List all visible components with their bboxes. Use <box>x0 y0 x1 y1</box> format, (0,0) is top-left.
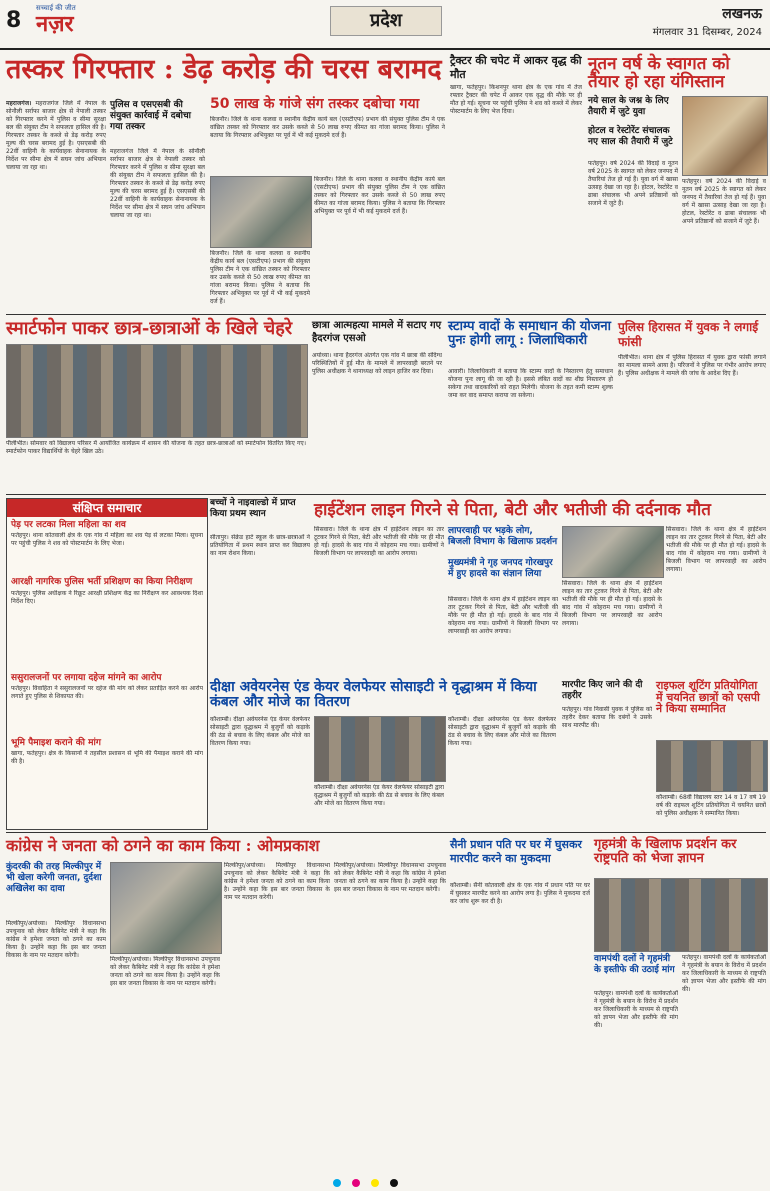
blanket-headline: दीक्षा अवेयरनेस एंड केयर वेलफेयर सोसाइटी ने वृद्धाश्रम में किया कंबल और मोजे का वितरण <box>210 679 537 710</box>
issue-date: मंगलवार 31 दिसम्बर, 2024 <box>652 27 762 38</box>
hightension-side-1: लापरवाही पर भड़के लोग, बिजली विभाग के खिलाफ प्रदर्शन <box>448 526 558 547</box>
sp-office-headline: छात्रा आत्महत्या मामले में सटाए गए हैदरगंज एसओ <box>312 320 442 344</box>
congress-body-cont2: मिल्कीपुर/अयोध्या। मिल्कीपुर विधानसभा उपचुनाव को लेकर कैबिनेट मंत्री ने कहा कि कांग्रेस ने हमेशा जनता को ठगने का काम किया है। उन्होंने कहा कि इस बार जनता विकास के नाम पर मतदान करेगी। <box>224 862 330 901</box>
newyear-headline: नूतन वर्ष के स्वागत को तैयार हो रहा यंगिस्तान <box>588 54 730 92</box>
kids-headline: बच्चों ने नाइवाल्डो में प्राप्त किया प्रथम स्थान <box>210 498 296 520</box>
brief-news-box <box>6 498 208 830</box>
congress-photo <box>110 862 222 954</box>
brief-item-2-headline: आरक्षी नागरिक पुलिस भर्ती प्रशिक्षण का किया निरीक्षण <box>11 577 193 588</box>
hightension-photo <box>562 526 664 578</box>
newyear-bullet-2: होटल व रेस्टोरेंट संचालक नए साल की तैयारी में जुटे <box>588 126 673 147</box>
lead-dateline: महराजगंज। <box>6 100 32 107</box>
congress-body-cont: मिल्कीपुर/अयोध्या। मिल्कीपुर विधानसभा उपचुनाव को लेकर कैबिनेट मंत्री ने कहा कि कांग्रेस ने हमेशा जनता को ठगने का काम किया है। उन्होंने कहा कि इस बार जनता विकास के नाम पर मतदान करेगी। <box>110 956 220 987</box>
section-label: प्रदेश <box>330 6 442 36</box>
kids-body: सीतापुर। सेक्रेड हार्ट स्कूल के छात्र-छात्राओं ने प्रतियोगिता में प्रथम स्थान प्राप्त कर विद्यालय का नाम रोशन किया। <box>210 534 310 557</box>
brief-item-2-body: फतेहपुर। पुलिस अधीक्षक ने रिक्रूट आरक्षी प्रशिक्षण केंद्र का निरीक्षण कर आवश्यक दिशा निर्देश दिए। <box>11 589 203 605</box>
brief-news-title: संक्षिप्त समाचार <box>7 499 207 517</box>
sainy-headline: सैनी प्रधान पति पर घर में घुसकर मारपीट करने का मुकदमा <box>450 838 582 865</box>
brief-item-1-body: फतेहपुर। थाना कोतवाली क्षेत्र के एक गांव में महिला का शव पेड़ से लटका मिला। सूचना पर पहुंची पुलिस ने शव को पोस्टमार्टम के लिए भेजा। <box>11 532 203 548</box>
magenta-mark <box>352 1179 360 1187</box>
home-minister-photo <box>594 878 768 952</box>
home-minister-bullet: वामपंथी दलों ने गृहमंत्री के इस्तीफे की उठाई मांग <box>594 954 675 975</box>
brief-item-3-headline: ससुरालजनों पर लगाया दहेज मांगने का आरोप <box>11 672 162 683</box>
home-minister-body-cont: फतेहपुर। वामपंथी दलों के कार्यकर्ताओं ने गृहमंत्री के बयान के विरोध में प्रदर्शन कर जिलाधिकारी के माध्यम से राष्ट्रपति को ज्ञापन भेजा और इस्तीफे की मांग की। <box>682 954 766 993</box>
congress-body: मिल्कीपुर/अयोध्या। मिल्कीपुर विधानसभा उपचुनाव को लेकर कैबिनेट मंत्री ने कहा कि कांग्रेस ने हमेशा जनता को ठगने का काम किया है। उन्होंने कहा कि इस बार जनता विकास के नाम पर मतदान करेगी। <box>6 920 106 959</box>
smartphone-photo <box>6 344 308 438</box>
black-mark <box>390 1179 398 1187</box>
ganja-body-cont: बिजनौर। जिले के थाना कलवा व स्थानीय केंद्रीय कार्य बल (एसटीएफ) प्रभाग की संयुक्त पुलिस टीम ने एक वांछित तस्कर को गिरफ्तार कर उसके कब्जे से 50 लाख रुपए कीमत का गांजा बरामद किया। पुलिस ने बताया कि गिरफ्तार अभियुक्त पर पूर्व में भी कई मुकदमे दर्ज हैं। <box>314 176 445 215</box>
marpit-headline: मारपीट किए जाने की दी तहरीर <box>562 680 643 702</box>
ganja-body: बिजनौर। जिले के थाना कलवा व स्थानीय केंद्रीय कार्य बल (एसटीएफ) प्रभाग की संयुक्त पुलिस टीम ने एक वांछित तस्कर को गिरफ्तार कर उसके कब्जे से 50 लाख रुपए कीमत का गांजा बरामद किया। पुलिस ने बताया कि गिरफ्तार अभियुक्त पर पूर्व में भी कई मुकदमे दर्ज हैं। <box>210 116 445 139</box>
stamp-headline: स्टाम्प वादों के समाधान की योजना पुनः होगी लागू : जिलाधिकारी <box>448 319 611 348</box>
hightension-body: सिसवारा। जिले के थाना क्षेत्र में हाईटेंशन लाइन का तार टूटकर गिरने से पिता, बेटी और भतीजी की मौके पर ही मौत हो गई। हादसे के बाद गांव में कोहराम मच गया। ग्रामीणों ने बिजली विभाग पर लापरवाही का आरोप लगाया। <box>314 526 444 557</box>
divider <box>6 494 766 495</box>
rifle-photo <box>656 740 768 792</box>
city-name: लखनऊ <box>722 6 762 22</box>
masthead <box>0 0 770 50</box>
page-number: 8 <box>6 8 22 33</box>
rifle-headline: राइफल शूटिंग प्रतियोगिता में चयनित छात्रों को एसपी ने किया सम्मानित <box>656 679 760 716</box>
congress-bullet: कुंदरकी की तरह मिल्कीपुर में भी खेला करेगी जनता, दुर्दशा अखिलेश का दावा <box>6 862 102 894</box>
hightension-body-cont2: सिसवारा। जिले के थाना क्षेत्र में हाईटेंशन लाइन का तार टूटकर गिरने से पिता, बेटी और भतीजी की मौके पर ही मौत हो गई। हादसे के बाद गांव में कोहराम मच गया। ग्रामीणों ने बिजली विभाग पर लापरवाही का आरोप लगाया। <box>562 580 662 627</box>
newyear-photo <box>682 96 768 176</box>
divider <box>6 314 766 315</box>
brief-item-1-headline: पेड़ पर लटका मिला महिला का शव <box>11 520 126 530</box>
logo-name: नज़र <box>36 11 74 37</box>
hightension-headline: हाईटेंशन लाइन गिरने से पिता, बेटी और भतीजी की दर्दनाक मौत <box>314 500 711 520</box>
ganja-body-cont2: बिजनौर। जिले के थाना कलवा व स्थानीय केंद्रीय कार्य बल (एसटीएफ) प्रभाग की संयुक्त पुलिस टीम ने एक वांछित तस्कर को गिरफ्तार कर उसके कब्जे से 50 लाख रुपए कीमत का गांजा बरामद किया। पुलिस ने बताया कि गिरफ्तार अभियुक्त पर पूर्व में भी कई मुकदमे दर्ज हैं। <box>210 250 310 305</box>
brief-item-4-body: खागा, फतेहपुर। क्षेत्र के किसानों ने तहसील प्रशासन से भूमि की पैमाइश कराने की मांग की है। <box>11 750 203 765</box>
yellow-mark <box>371 1179 379 1187</box>
police-youth-body: पीलीभीत। थाना क्षेत्र में पुलिस हिरासत में युवक द्वारा फांसी लगाने का मामला सामने आया है। परिजनों ने पुलिस पर गंभीर आरोप लगाए हैं। पुलिस अधीक्षक ने मामले की जांच के आदेश दिए हैं। <box>618 354 766 377</box>
home-minister-headline: गृहमंत्री के खिलाफ प्रदर्शन कर राष्ट्रपति को भेजा ज्ञापन <box>594 837 737 866</box>
newyear-body: फतेहपुर। वर्ष 2024 की विदाई व नूतन वर्ष 2025 के स्वागत को लेकर जनपद में तैयारियां तेज हो गई हैं। युवा वर्ग में खासा उत्साह देखा जा रहा है। होटल, रेस्टोरेंट व ढाबा संचालक भी अपने प्रतिष्ठानों को सजाने में जुटे हैं। <box>588 160 678 207</box>
sainy-body: कौशाम्बी। सैनी कोतवाली क्षेत्र के एक गांव में प्रधान पति पर घर में घुसकर मारपीट करने का आरोप लगा है। पुलिस ने मुकदमा दर्ज कर जांच शुरू कर दी है। <box>450 882 590 905</box>
blanket-body: कौशाम्बी। दीक्षा अवेयरनेस एंड केयर वेलफेयर सोसाइटी द्वारा वृद्धाश्रम में बुजुर्गों को कड़ाके की ठंड से बचाव के लिए कंबल और मोजे का वितरण किया गया। <box>210 716 310 747</box>
lead-body-cont: महराजगंज जिले में नेपाल के सोनौली सर्राफा बाजार क्षेत्र से नेपाली तस्कर को गिरफ्तार करने में पुलिस व सीमा सुरक्षा बल की संयुक्त टीम ने सफलता हासिल की है। गिरफ्तार तस्कर के कब्जे से डेढ़ करोड़ रुपए मूल्य की चरस बरामद हुई है। एसएसबी की 22वीं वाहिनी के कार्यवाहक सेनानायक के निर्देश पर सीमा क्षेत्र में सघन जांच अभियान चलाया जा रहा था। <box>110 148 205 219</box>
stamp-body: आवारी। जिलाधिकारी ने बताया कि स्टाम्प वादों के निस्तारण हेतु समाधान योजना पुनः लागू की जा रही है। इससे लंबित वादों का शीघ्र निस्तारण हो सकेगा तथा वादकारियों को राहत मिलेगी। योजना के तहत कमी स्टाम्प शुल्क जमा कर वाद समाप्त कराया जा सकेगा। <box>448 368 613 399</box>
sp-office-body: अयोध्या। थाना हैदरगंज अंतर्गत एक गांव में छात्रा की संदिग्ध परिस्थितियों में हुई मौत के मामले में लापरवाही बरतने पर पुलिस अधीक्षक ने थानाध्यक्ष को लाइन हाजिर कर दिया। <box>312 352 442 375</box>
divider <box>6 832 766 833</box>
registration-marks <box>330 1172 401 1180</box>
cyan-mark <box>333 1179 341 1187</box>
ganja-photo <box>210 176 312 248</box>
brief-item-4-headline: भूमि पैमाइश कराने की मांग <box>11 737 101 748</box>
blanket-photo <box>314 716 446 782</box>
smartphone-body: पीलीभीत। सोमवार को विद्यालय परिसर में आयोजित कार्यक्रम में शासन की योजना के तहत छात्र-छात्राओं को स्मार्टफोन वितरित किए गए। स्मार्टफोन पाकर विद्यार्थियों के चेहरे खिल उठे। <box>6 440 306 455</box>
lead-headline: तस्कर गिरफ्तार : डेढ़ करोड़ की चरस बरामद <box>6 54 442 85</box>
newspaper-logo <box>36 4 126 38</box>
hightension-body-cont3: सिसवारा। जिले के थाना क्षेत्र में हाईटेंशन लाइन का तार टूटकर गिरने से पिता, बेटी और भतीजी की मौके पर ही मौत हो गई। हादसे के बाद गांव में कोहराम मच गया। ग्रामीणों ने बिजली विभाग पर लापरवाही का आरोप लगाया। <box>666 526 766 573</box>
tractor-body: खागा, फतेहपुर। किशनपुर थाना क्षेत्र के एक गांव में तेज रफ्तार ट्रैक्टर की चपेट में आकर एक वृद्ध की मौके पर ही मौत हो गई। सूचना पर पहुंची पुलिस ने शव को कब्जे में लेकर पोस्टमार्टम के लिए भेज दिया। <box>450 84 582 115</box>
lead-body <box>6 100 106 310</box>
newyear-body-cont: फतेहपुर। वर्ष 2024 की विदाई व नूतन वर्ष 2025 के स्वागत को लेकर जनपद में तैयारियां तेज हो गई हैं। युवा वर्ग में खासा उत्साह देखा जा रहा है। होटल, रेस्टोरेंट व ढाबा संचालक भी अपने प्रतिष्ठानों को सजाने में जुटे हैं। <box>682 178 766 225</box>
blanket-body-cont2: कौशाम्बी। दीक्षा अवेयरनेस एंड केयर वेलफेयर सोसाइटी द्वारा वृद्धाश्रम में बुजुर्गों को कड़ाके की ठंड से बचाव के लिए कंबल और मोजे का वितरण किया गया। <box>448 716 556 747</box>
home-minister-body: फतेहपुर। वामपंथी दलों के कार्यकर्ताओं ने गृहमंत्री के बयान के विरोध में प्रदर्शन कर जिलाधिकारी के माध्यम से राष्ट्रपति को ज्ञापन भेजा और इस्तीफे की मांग की। <box>594 990 678 1029</box>
newyear-bullet-1: नये साल के जश्न के लिए तैयारी में जुटे युवा <box>588 96 669 117</box>
brief-item-3-body: फतेहपुर। विवाहिता ने ससुरालजनों पर दहेज की मांग को लेकर प्रताड़ित करने का आरोप लगाते हुए पुलिस से शिकायत की। <box>11 684 203 700</box>
ganja-headline: 50 लाख के गांजे संग तस्कर दबोचा गया <box>210 96 420 112</box>
smartphone-headline: स्मार्टफोन पाकर छात्र-छात्राओं के खिले चेहरे <box>6 318 293 339</box>
lead-bullet: पुलिस व एसएसबी की संयुक्त कार्रवाई में दबोचा गया तस्कर <box>110 100 192 132</box>
marpit-body: फतेहपुर। गांव निवासी युवक ने पुलिस को तहरीर देकर बताया कि दबंगों ने उसके साथ मारपीट की। <box>562 706 652 729</box>
lead-text: महराजगंज जिले में नेपाल के सोनौली सर्राफा बाजार क्षेत्र से नेपाली तस्कर को गिरफ्तार करने में पुलिस व सीमा सुरक्षा बल की संयुक्त टीम ने सफलता हासिल की है। गिरफ्तार तस्कर के कब्जे से डेढ़ करोड़ रुपए मूल्य की चरस बरामद हुई है। एसएसबी की 22वीं वाहिनी के कार्यवाहक सेनानायक के निर्देश पर सीमा क्षेत्र में सघन जांच अभियान चलाया जा रहा था। <box>6 100 106 171</box>
congress-body-cont3: मिल्कीपुर/अयोध्या। मिल्कीपुर विधानसभा उपचुनाव को लेकर कैबिनेट मंत्री ने कहा कि कांग्रेस ने हमेशा जनता को ठगने का काम किया है। उन्होंने कहा कि इस बार जनता विकास के नाम पर मतदान करेगी। <box>334 862 446 893</box>
rifle-body: कौशाम्बी। 68वीं विद्यालय स्तर 14 व 17 वर्ष 19 वर्ष की राइफल शूटिंग प्रतियोगिता में चयनित छात्रों को पुलिस अधीक्षक ने सम्मानित किया। <box>656 794 766 817</box>
logo-tagline: सच्चाई की जीत <box>36 4 76 12</box>
blanket-body-cont: कौशाम्बी। दीक्षा अवेयरनेस एंड केयर वेलफेयर सोसाइटी द्वारा वृद्धाश्रम में बुजुर्गों को कड़ाके की ठंड से बचाव के लिए कंबल और मोजे का वितरण किया गया। <box>314 784 444 807</box>
congress-headline: कांग्रेस ने जनता को ठगने का काम किया : ओमप्रकाश <box>6 836 320 855</box>
hightension-side-2: मुख्यमंत्री ने गृह जनपद गोरखपुर में हुए हादसे का संज्ञान लिया <box>448 558 553 579</box>
hightension-body-cont: सिसवारा। जिले के थाना क्षेत्र में हाईटेंशन लाइन का तार टूटकर गिरने से पिता, बेटी और भतीजी की मौके पर ही मौत हो गई। हादसे के बाद गांव में कोहराम मच गया। ग्रामीणों ने बिजली विभाग पर लापरवाही का आरोप लगाया। <box>448 596 558 635</box>
tractor-headline: ट्रैक्टर की चपेट में आकर वृद्ध की मौत <box>450 54 582 81</box>
police-youth-headline: पुलिस हिरासत में युवक ने लगाई फांसी <box>618 320 759 349</box>
